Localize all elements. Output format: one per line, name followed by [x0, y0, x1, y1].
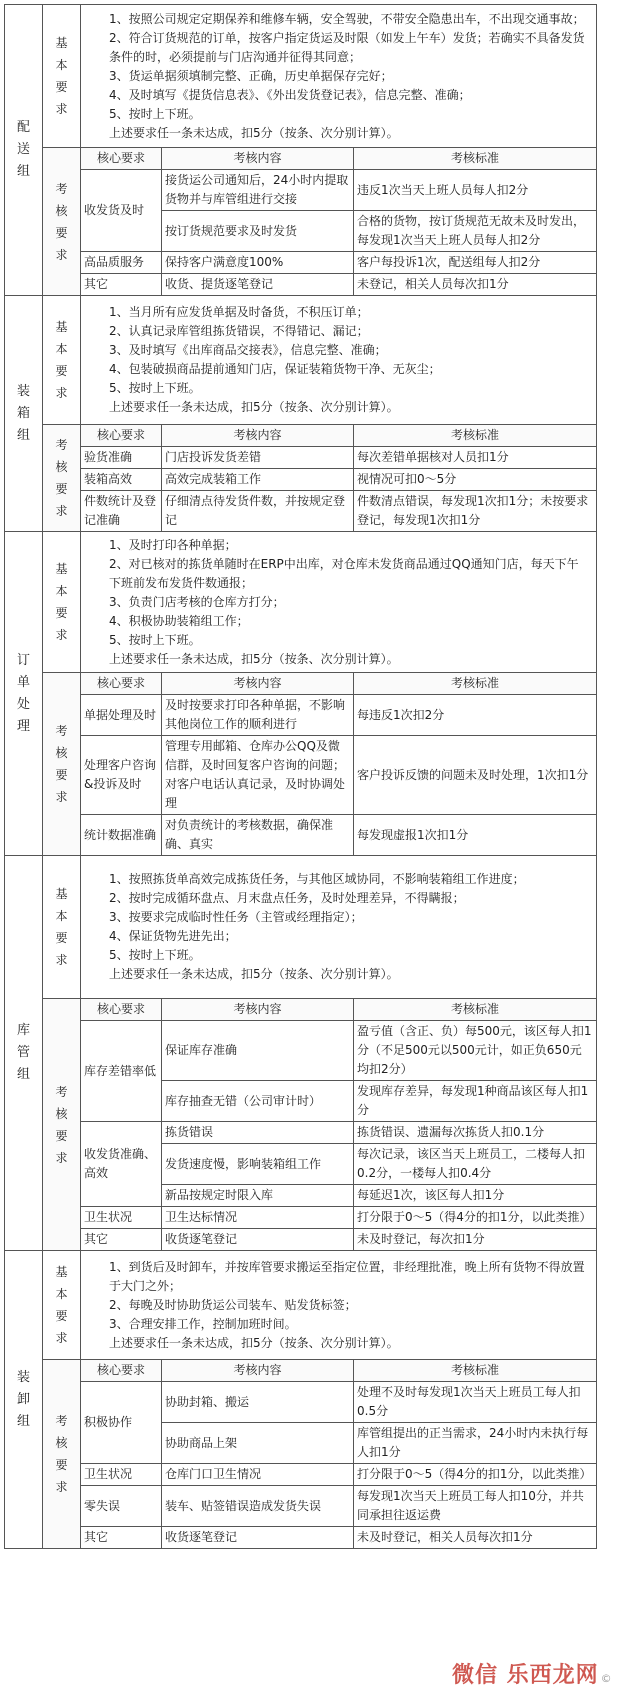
- assessment-content-cell: 保持客户满意度100%: [162, 252, 354, 274]
- assessment-content-cell: 装车、贴签错误造成发货失误: [162, 1486, 354, 1527]
- assessment-content-cell: 高效完成装箱工作: [162, 469, 354, 491]
- assessment-requirements-title: [43, 673, 81, 856]
- core-requirement-cell: 收发货准确、高效: [81, 1122, 162, 1207]
- table-row: [5, 1207, 597, 1229]
- assessment-header-row: [5, 425, 597, 447]
- table-row: [5, 1464, 597, 1486]
- basic-requirements-title: [43, 532, 81, 673]
- column-header-core: 核心要求: [81, 673, 162, 695]
- watermark: [452, 1658, 622, 1688]
- core-requirement-cell: 高品质服务: [81, 252, 162, 274]
- table-row: [5, 1527, 597, 1549]
- basic-row: [5, 1251, 597, 1360]
- basic-row: [5, 296, 597, 425]
- assessment-content-cell: 发货速度慢，影响装箱组工作: [162, 1144, 354, 1185]
- core-requirement-cell: 单据处理及时: [81, 695, 162, 736]
- assessment-standard-cell: 视情况可扣0～5分: [354, 469, 597, 491]
- assessment-content-cell: 管理专用邮箱、仓库办公QQ及微信群，及时回复客户咨询的问题；对客户电话认真记录，及时协调处理: [162, 736, 354, 815]
- assessment-header-row: [5, 673, 597, 695]
- dept-label: 装卸组: [16, 1369, 30, 1429]
- basic-requirement-item: 3、及时填写《出库商品交接表》，信息完整、准确；: [109, 343, 387, 357]
- table-row: [5, 736, 597, 815]
- basic-requirements-title: [43, 856, 81, 999]
- basic-requirement-item: 5、按时上下班。: [109, 632, 201, 647]
- basic-requirement-item: 上述要求任一条未达成，扣5分（按条、次分别计算）。: [109, 400, 399, 414]
- core-requirement-cell: 件数统计及登记准确: [81, 491, 162, 532]
- assessment-requirements-title: [43, 1360, 81, 1549]
- dept-name: [5, 5, 43, 296]
- basic-requirement-item: 2、按时完成循环盘点、月末盘点任务，及时处理差异，不得瞒报；: [109, 891, 465, 905]
- assessment-table: [4, 4, 597, 1549]
- assessment-standard-cell: 件数清点错误，每发现1次扣1分；未按要求登记，每发现1次扣1分: [354, 491, 597, 532]
- assessment-content-cell: 协助封箱、搬运: [162, 1382, 354, 1423]
- assessment-content-cell: 协助商品上架: [162, 1423, 354, 1464]
- table-row: [5, 1229, 597, 1251]
- assessment-standard-cell: 每违反1次扣2分: [354, 695, 597, 736]
- basic-row: [5, 856, 597, 999]
- table-row: [5, 1122, 597, 1144]
- column-header-content: 考核内容: [162, 148, 354, 170]
- dept-name: [5, 856, 43, 1251]
- assessment-content-cell: 库存抽查无错（公司审计时）: [162, 1081, 354, 1122]
- basic-requirements-list: [81, 856, 597, 999]
- dept-label: 装箱组: [16, 383, 30, 443]
- table-row: [5, 491, 597, 532]
- watermark-sub: ©: [600, 1672, 613, 1685]
- assessment-content-cell: 新品按规定时限入库: [162, 1185, 354, 1207]
- assessment-standard-cell: 未登记，相关人员每次扣1分: [354, 274, 597, 296]
- assessment-content-cell: 对负责统计的考核数据，确保准确、真实: [162, 815, 354, 856]
- assessment-requirements-title: [43, 999, 81, 1251]
- column-header-content: 考核内容: [162, 673, 354, 695]
- column-header-standard: 考核标准: [354, 673, 597, 695]
- assessment-standard-cell: 合格的货物，按订货规范无故未及时发出，每发现1次当天上班人员每人扣2分: [354, 211, 597, 252]
- basic-requirement-item: 上述要求任一条未达成，扣5分（按条、次分别计算）。: [109, 651, 399, 666]
- column-header-content: 考核内容: [162, 999, 354, 1021]
- core-requirement-cell: 验货准确: [81, 447, 162, 469]
- column-header-content: 考核内容: [162, 1360, 354, 1382]
- basic-requirements-list: [81, 5, 597, 148]
- basic-requirement-item: 1、当月所有应发货单据及时备货，不积压订单；: [109, 305, 369, 319]
- assessment-standard-cell: 打分限于0～5（得4分的扣1分，以此类推）: [354, 1464, 597, 1486]
- column-header-standard: 考核标准: [354, 999, 597, 1021]
- watermark-text: 微信 乐西龙网: [452, 1663, 599, 1688]
- assessment-header-row: [5, 148, 597, 170]
- assessment-standard-cell: 每延迟1次，该区每人扣1分: [354, 1185, 597, 1207]
- basic-requirement-item: 1、及时打印各种单据；: [109, 537, 237, 552]
- basic-requirements-list: [81, 532, 597, 673]
- column-header-core: 核心要求: [81, 425, 162, 447]
- assessment-content-cell: 门店投诉发货差错: [162, 447, 354, 469]
- assessment-standard-cell: 打分限于0～5（得4分的扣1分，以此类推）: [354, 1207, 597, 1229]
- basic-requirement-item: 1、到货后及时卸车，并按库管要求搬运至指定位置，非经理批准，晚上所有货物不得放置于大门之外；: [109, 1259, 585, 1293]
- core-requirement-cell: 零失误: [81, 1486, 162, 1527]
- basic-requirements-title: [43, 296, 81, 425]
- assessment-content-cell: 接货运公司通知后，24小时内提取货物并与库管组进行交接: [162, 170, 354, 211]
- table-row: [5, 447, 597, 469]
- assessment-document: [4, 4, 596, 1549]
- basic-title-label: 基本要求: [55, 320, 68, 400]
- basic-requirement-item: 3、合理安排工作，控制加班时间。: [109, 1316, 297, 1331]
- column-header-core: 核心要求: [81, 148, 162, 170]
- table-row: [5, 252, 597, 274]
- assessment-standard-cell: 拣货错误、遗漏每次拣货人扣0.1分: [354, 1122, 597, 1144]
- basic-requirement-item: 上述要求任一条未达成，扣5分（按条、次分别计算）。: [109, 967, 399, 981]
- table-row: [5, 274, 597, 296]
- core-requirement-cell: 装箱高效: [81, 469, 162, 491]
- assessment-content-cell: 保证库存准确: [162, 1021, 354, 1081]
- table-row: [5, 1486, 597, 1527]
- assessment-standard-cell: 发现库存差异，每发现1种商品该区每人扣1分: [354, 1081, 597, 1122]
- assessment-standard-cell: 客户每投诉1次，配送组每人扣2分: [354, 252, 597, 274]
- core-requirement-cell: 积极协作: [81, 1382, 162, 1464]
- assessment-content-cell: 收货、提货逐笔登记: [162, 274, 354, 296]
- basic-requirement-item: 5、按时上下班。: [109, 948, 201, 962]
- dept-name: [5, 532, 43, 856]
- dept-name: [5, 1251, 43, 1549]
- assessment-standard-cell: 处理不及时每发现1次当天上班员工每人扣0.5分: [354, 1382, 597, 1423]
- basic-title-label: 基本要求: [55, 887, 68, 967]
- basic-row: [5, 532, 597, 673]
- dept-label: 订单处理: [16, 652, 30, 734]
- basic-requirement-item: 4、保证货物先进先出；: [109, 929, 237, 943]
- assessment-requirements-title: [43, 425, 81, 532]
- assessment-content-cell: 卫生达标情况: [162, 1207, 354, 1229]
- dept-name: [5, 296, 43, 532]
- core-requirement-cell: 卫生状况: [81, 1464, 162, 1486]
- basic-requirements-title: [43, 1251, 81, 1360]
- column-header-core: 核心要求: [81, 1360, 162, 1382]
- assess-title-label: 考核要求: [55, 181, 68, 262]
- core-requirement-cell: 收发货及时: [81, 170, 162, 252]
- basic-row: [5, 5, 597, 148]
- assess-title-label: 考核要求: [55, 438, 68, 518]
- basic-requirement-item: 5、按时上下班。: [109, 106, 201, 121]
- column-header-standard: 考核标准: [354, 1360, 597, 1382]
- assessment-standard-cell: 每次记录，该区当天上班员工，二楼每人扣0.2分，一楼每人扣0.4分: [354, 1144, 597, 1185]
- basic-requirement-item: 上述要求任一条未达成，扣5分（按条、次分别计算）。: [109, 125, 399, 140]
- column-header-standard: 考核标准: [354, 148, 597, 170]
- basic-title-label: 基本要求: [55, 36, 68, 116]
- assessment-standard-cell: 未及时登记，相关人员每次扣1分: [354, 1527, 597, 1549]
- column-header-core: 核心要求: [81, 999, 162, 1021]
- column-header-standard: 考核标准: [354, 425, 597, 447]
- dept-label: 库管组: [16, 1023, 30, 1082]
- basic-requirement-item: 上述要求任一条未达成，扣5分（按条、次分别计算）。: [109, 1335, 399, 1350]
- assessment-standard-cell: 库管组提出的正当需求，24小时内未执行每人扣1分: [354, 1423, 597, 1464]
- basic-requirement-item: 3、按要求完成临时性任务（主管或经理指定）；: [109, 910, 363, 924]
- basic-requirement-item: 4、及时填写《提货信息表》、《外出发货登记表》，信息完整、准确；: [109, 87, 471, 102]
- assessment-header-row: [5, 999, 597, 1021]
- assess-title-label: 考核要求: [55, 724, 68, 804]
- assessment-content-cell: 仔细清点待发货件数，并按规定登记: [162, 491, 354, 532]
- assessment-content-cell: 拣货错误: [162, 1122, 354, 1144]
- assessment-content-cell: 收货逐笔登记: [162, 1229, 354, 1251]
- assessment-header-row: [5, 1360, 597, 1382]
- assessment-standard-cell: 每发现虚报1次扣1分: [354, 815, 597, 856]
- assessment-standard-cell: 未及时登记，每次扣1分: [354, 1229, 597, 1251]
- basic-requirements-title: [43, 5, 81, 148]
- basic-requirement-item: 2、每晚及时协助货运公司装车、贴发货标签；: [109, 1297, 357, 1312]
- core-requirement-cell: 卫生状况: [81, 1207, 162, 1229]
- assessment-content-cell: 仓库门口卫生情况: [162, 1464, 354, 1486]
- basic-requirements-list: [81, 1251, 597, 1360]
- basic-requirement-item: 2、对已核对的拣货单随时在ERP中出库，对仓库未发货商品通过QQ通知门店，每天下午下班前发布发货件数通报；: [109, 556, 579, 590]
- assessment-standard-cell: 每发现1次当天上班员工每人扣10分，并共同承担往返运费: [354, 1486, 597, 1527]
- assessment-content-cell: 收货逐笔登记: [162, 1527, 354, 1549]
- dept-label: 配送组: [16, 120, 30, 179]
- assessment-standard-cell: 每次差错单据核对人员扣1分: [354, 447, 597, 469]
- table-row: [5, 170, 597, 211]
- assessment-content-cell: 按订货规范要求及时发货: [162, 211, 354, 252]
- table-row: [5, 695, 597, 736]
- core-requirement-cell: 其它: [81, 1229, 162, 1251]
- table-row: [5, 469, 597, 491]
- basic-requirement-item: 4、包装破损商品提前通知门店，保证装箱货物干净、无灰尘；: [109, 362, 441, 376]
- basic-requirement-item: 4、积极协助装箱组工作；: [109, 613, 249, 628]
- basic-requirement-item: 3、货运单据须填制完整、正确，历史单据保存完好；: [109, 68, 393, 83]
- assessment-standard-cell: 客户投诉反馈的问题未及时处理，1次扣1分: [354, 736, 597, 815]
- basic-requirement-item: 1、按照拣货单高效完成拣货任务，与其他区域协同，不影响装箱组工作进度；: [109, 872, 525, 886]
- core-requirement-cell: 处理客户咨询&投诉及时: [81, 736, 162, 815]
- assessment-requirements-title: [43, 148, 81, 296]
- table-row: [5, 1382, 597, 1423]
- basic-title-label: 基本要求: [55, 562, 68, 642]
- basic-requirement-item: 3、负责门店考核的仓库方打分；: [109, 594, 285, 609]
- core-requirement-cell: 其它: [81, 274, 162, 296]
- assessment-standard-cell: 盈亏值（含正、负）每500元，该区每人扣1分（不足500元以500元计，如正负650元均扣2分）: [354, 1021, 597, 1081]
- basic-requirement-item: 2、符合订货规范的订单，按客户指定货运及时限（如发上午车）发货；若确实不具备发货条件的时，必须提前与门店沟通并征得其同意；: [109, 30, 585, 64]
- column-header-content: 考核内容: [162, 425, 354, 447]
- table-row: [5, 815, 597, 856]
- basic-requirement-item: 2、认真记录库管组拣货错误，不得错记、漏记；: [109, 324, 369, 338]
- core-requirement-cell: 其它: [81, 1527, 162, 1549]
- assess-title-label: 考核要求: [55, 1414, 68, 1494]
- assess-title-label: 考核要求: [55, 1084, 68, 1165]
- table-row: [5, 1021, 597, 1081]
- basic-title-label: 基本要求: [55, 1265, 68, 1345]
- assessment-content-cell: 及时按要求打印各种单据，不影响其他岗位工作的顺利进行: [162, 695, 354, 736]
- assessment-standard-cell: 违反1次当天上班人员每人扣2分: [354, 170, 597, 211]
- basic-requirement-item: 5、按时上下班。: [109, 381, 201, 395]
- basic-requirement-item: 1、按照公司规定定期保养和维修车辆，安全驾驶，不带安全隐患出车，不出现交通事故；: [109, 11, 585, 26]
- core-requirement-cell: 统计数据准确: [81, 815, 162, 856]
- core-requirement-cell: 库存差错率低: [81, 1021, 162, 1122]
- basic-requirements-list: [81, 296, 597, 425]
